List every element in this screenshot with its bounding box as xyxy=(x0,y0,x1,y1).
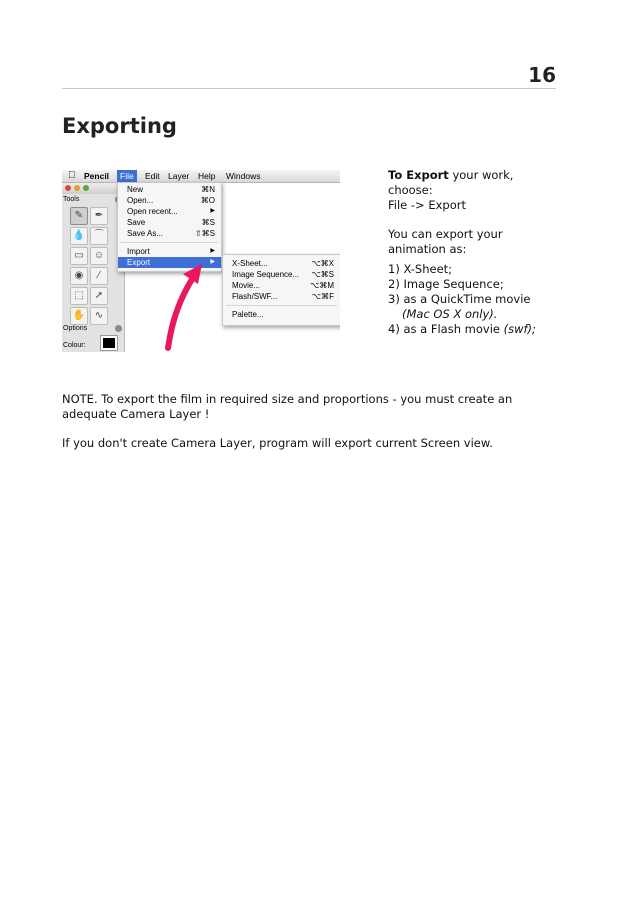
section-heading: Exporting xyxy=(62,114,177,138)
export-xsheet[interactable]: X-Sheet... ⌥⌘X xyxy=(232,259,334,268)
pencil-tool-icon[interactable]: ✎ xyxy=(70,207,88,225)
export-format-list xyxy=(388,262,558,337)
menu-help[interactable]: Help xyxy=(198,171,216,181)
file-menu-import[interactable]: Import ▶ xyxy=(127,247,215,256)
page-number: 16 xyxy=(528,63,556,87)
menu-app-name[interactable]: Pencil xyxy=(84,171,110,181)
menu-layer[interactable]: Layer xyxy=(168,171,190,181)
instruction-animation-as: animation as: xyxy=(388,242,467,256)
polyline-tool-icon[interactable]: ⌒ xyxy=(90,227,108,245)
file-menu-save-as[interactable]: Save As... ⇧⌘S xyxy=(127,229,215,238)
list-item: 1) X-Sheet; xyxy=(388,262,453,276)
select-tool-icon[interactable]: ⬚ xyxy=(70,287,88,305)
camera-layer-note: NOTE. To export the film in required size and proportions - you must create an adequate Camera Layer ! xyxy=(62,392,513,421)
export-instructions xyxy=(388,168,558,337)
export-flash-swf[interactable]: Flash/SWF... ⌥⌘F xyxy=(232,292,334,301)
smudge-tool-icon[interactable]: ☺ xyxy=(90,247,108,265)
instruction-export-as: You can export your xyxy=(388,227,503,241)
export-image-sequence[interactable]: Image Sequence... ⌥⌘S xyxy=(232,270,334,279)
file-menu-open[interactable]: Open... ⌘O xyxy=(127,196,215,205)
colour-label: Colour: xyxy=(63,342,86,349)
file-menu-new[interactable]: New ⌘N xyxy=(127,185,215,194)
pointer-arrow-icon xyxy=(62,170,340,352)
file-menu-open-recent[interactable]: Open recent... ▶ xyxy=(127,207,215,216)
file-menu-export[interactable]: Export ▶ xyxy=(118,257,221,268)
list-item: 2) Image Sequence; xyxy=(388,277,504,291)
list-item-note: (Mac OS X only). xyxy=(402,307,498,321)
eyedropper-tool-icon[interactable]: ⁄ xyxy=(90,267,108,285)
instruction-intro: To Export your work, xyxy=(388,168,514,182)
move-tool-icon[interactable]: ➚ xyxy=(90,287,108,305)
bucket-tool-icon[interactable]: ◉ xyxy=(70,267,88,285)
fill-tool-icon[interactable]: 💧 xyxy=(70,227,88,245)
instruction-choose: choose: xyxy=(388,183,433,197)
list-item: 3) as a QuickTime movie xyxy=(388,292,531,306)
hand-tool-icon[interactable]: ✋ xyxy=(70,307,88,325)
export-palette[interactable]: Palette... xyxy=(232,310,264,319)
menu-edit[interactable]: Edit xyxy=(145,171,160,181)
pen-tool-icon[interactable]: ✒ xyxy=(90,207,108,225)
menu-windows[interactable]: Windows xyxy=(226,171,261,181)
menu-file[interactable]: File xyxy=(117,170,137,182)
eraser-tool-icon[interactable]: ▭ xyxy=(70,247,88,265)
file-menu-save[interactable]: Save ⌘S xyxy=(127,218,215,227)
instruction-path: File -> Export xyxy=(388,198,466,212)
options-panel-label: Options xyxy=(63,325,88,332)
screen-view-note: If you don't create Camera Layer, program will export current Screen view. xyxy=(62,436,493,450)
pencil-screenshot xyxy=(62,170,340,352)
export-movie[interactable]: Movie... ⌥⌘M xyxy=(232,281,334,290)
tools-panel-label: Tools xyxy=(63,196,80,203)
brush-tool-icon[interactable]: ∿ xyxy=(90,307,108,325)
list-item: 4) as a Flash movie (swf); xyxy=(388,322,536,336)
header-rule xyxy=(62,88,556,89)
